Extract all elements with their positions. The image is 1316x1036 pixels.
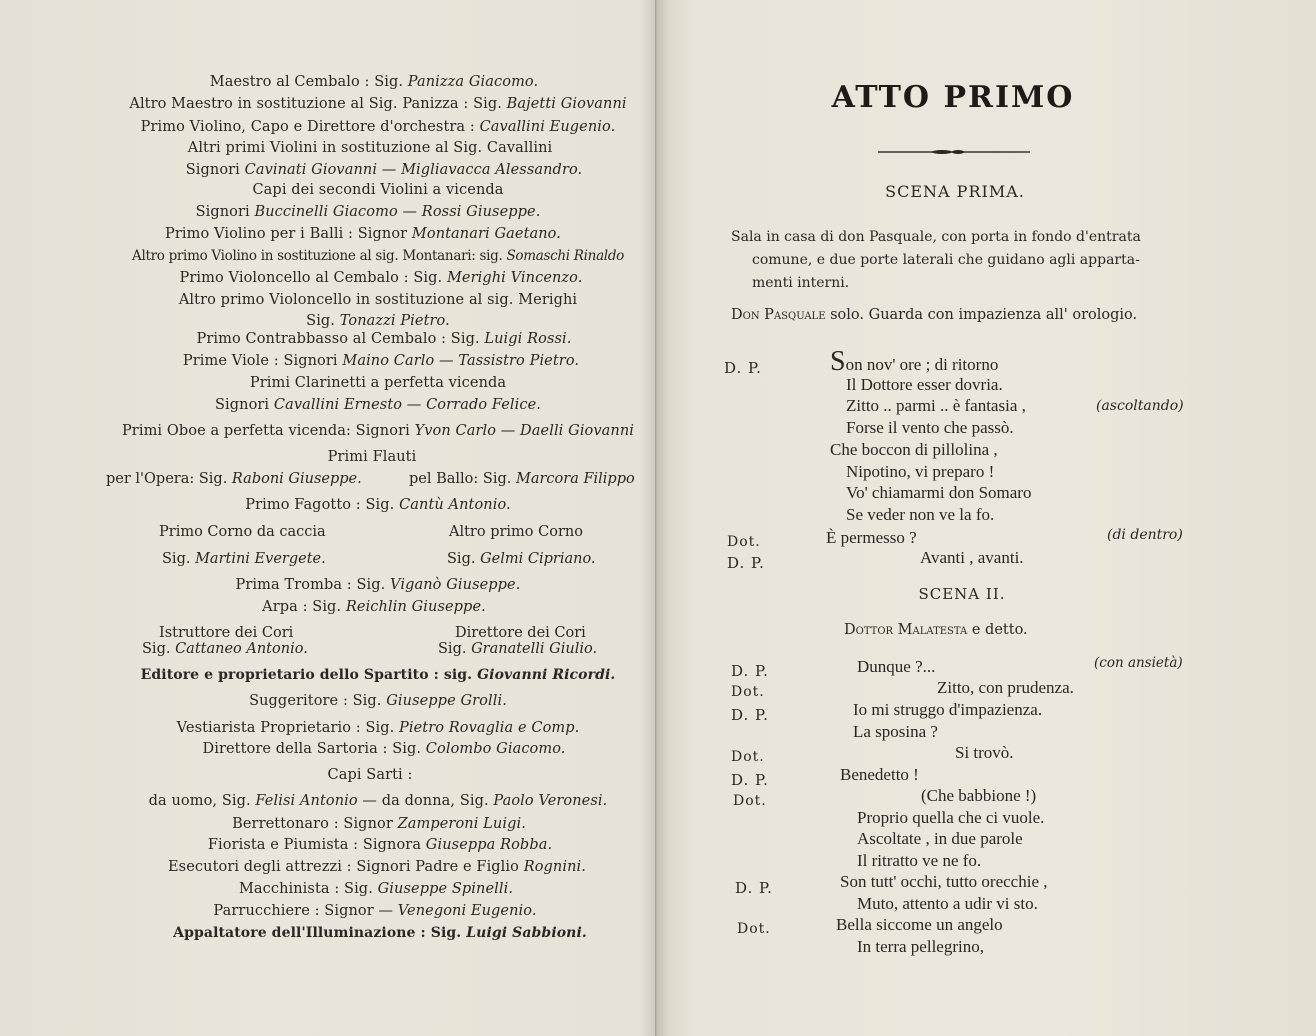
cori-right-title: Direttore dei Cori	[455, 625, 586, 641]
credit-line: Primi Flauti	[327, 449, 417, 465]
stage-cue: (di dentro)	[1107, 527, 1183, 543]
verse-line: Nipotino, vi preparo !	[846, 462, 995, 481]
credit-line: Arpa : Sig. Reichlin Giuseppe.	[262, 599, 486, 615]
verse-line: Il Dottore esser dovria.	[846, 375, 1003, 394]
stage-direction: comune, e due porte laterali che guidano agli apparta-	[752, 252, 1140, 268]
verse-line: La sposina ?	[853, 722, 938, 741]
credit-line: Primo Violino per i Balli : Signor Montanari Gaetano.	[165, 226, 561, 242]
credit-line: da uomo, Sig. Felisi Antonio — da donna, Sig. Paolo Veronesi.	[148, 793, 608, 809]
stage-direction: Sala in casa di don Pasquale, con porta in fondo d'entrata	[731, 229, 1141, 245]
verse-line: Dunque ?...	[857, 657, 936, 676]
credit-line: Primo Contrabbasso al Cembalo : Sig. Luigi Rossi.	[196, 331, 572, 347]
credit-line: Parrucchiere : Signor — Venegoni Eugenio.	[213, 903, 537, 919]
verse-line: Zitto, con prudenza.	[937, 678, 1074, 697]
speaker: D. P.	[731, 771, 769, 789]
credit-line: Esecutori degli attrezzi : Signori Padre e Figlio Rognini.	[168, 859, 586, 875]
scene-heading: SCENA PRIMA.	[885, 182, 1025, 201]
speaker: Dot.	[731, 749, 765, 765]
verse-line: Che boccon di pillolina ,	[830, 440, 998, 459]
verse-line: Proprio quella che ci vuole.	[857, 808, 1045, 827]
credit-line: Capi dei secondi Violini a vicenda	[252, 182, 504, 198]
verse-line: In terra pellegrino,	[857, 937, 984, 956]
verse-line: È permesso ?	[826, 528, 917, 547]
stage-direction: Dottor Malatesta e detto.	[844, 622, 1028, 638]
speaker: Dot.	[737, 921, 771, 937]
cori-left-name: Sig. Cattaneo Antonio.	[142, 641, 308, 657]
credit-line: Signori Cavinati Giovanni — Migliavacca Alessandro.	[185, 162, 583, 178]
stage-cue: (con ansietà)	[1094, 655, 1183, 671]
verse-line: Bella siccome un angelo	[836, 915, 1003, 934]
credit-line: Prima Tromba : Sig. Viganò Giuseppe.	[235, 577, 521, 593]
credit-line: Vestiarista Proprietario : Sig. Pietro Rovaglia e Comp.	[176, 720, 580, 736]
verse-line: Ascoltate , in due parole	[857, 829, 1023, 848]
verse-line: Muto, attento a udir vi sto.	[857, 894, 1038, 913]
verse-line: Son tutt' occhi, tutto orecchie ,	[840, 872, 1048, 891]
credit-line: Primo Violino, Capo e Direttore d'orchestra : Cavallini Eugenio.	[140, 119, 616, 135]
credit-line: Signori Buccinelli Giacomo — Rossi Giuseppe.	[195, 204, 541, 220]
speaker: Dot.	[733, 793, 767, 809]
credit-line: Capi Sarti :	[327, 767, 413, 783]
corno-left-name: Sig. Martini Evergete.	[162, 551, 326, 567]
stage-direction: Don Pasquale solo. Guarda con impazienza all' orologio.	[731, 307, 1138, 323]
stage-cue: (ascoltando)	[1096, 398, 1184, 414]
verse-line: Si trovò.	[955, 743, 1014, 762]
speaker: D. P.	[731, 662, 769, 680]
verse-line: Io mi struggo d'impazienza.	[853, 700, 1043, 719]
verse-line: Zitto .. parmi .. è fantasia ,	[846, 396, 1026, 415]
corno-left-title: Primo Corno da caccia	[159, 524, 326, 540]
flauti-opera: per l'Opera: Sig. Raboni Giuseppe.	[106, 471, 362, 487]
credit-line: Prime Viole : Signori Maino Carlo — Tassistro Pietro.	[182, 353, 580, 369]
credit-line: Altro primo Violoncello in sostituzione al sig. Merighi	[178, 292, 578, 308]
scene-heading: SCENA II.	[918, 585, 1006, 603]
cori-right-name: Sig. Granatelli Giulio.	[438, 641, 598, 657]
speaker: D. P.	[727, 554, 765, 572]
credit-line: Fiorista e Piumista : Signora Giuseppa Robba.	[207, 837, 553, 853]
verse-line: Se veder non ve la fo.	[846, 505, 995, 524]
credit-line: Altro Maestro in sostituzione al Sig. Panizza : Sig. Bajetti Giovanni	[129, 96, 627, 112]
corno-right-name: Sig. Gelmi Cipriano.	[447, 551, 596, 567]
credit-line: Appaltatore dell'Illuminazione : Sig. Luigi Sabbioni.	[173, 925, 587, 941]
credit-line: Direttore della Sartoria : Sig. Colombo Giacomo.	[202, 741, 566, 757]
verse-line: Avanti , avanti.	[920, 548, 1024, 567]
verse-line: Vo' chiamarmi don Somaro	[846, 483, 1032, 502]
verse-line: Il ritratto ve ne fo.	[857, 851, 982, 870]
credit-line: Signori Cavallini Ernesto — Corrado Felice.	[214, 397, 542, 413]
speaker: D. P.	[731, 706, 769, 724]
flauti-ballo: pel Ballo: Sig. Marcora Filippo	[409, 471, 635, 487]
speaker: D. P.	[724, 359, 762, 377]
left-page	[0, 0, 656, 1036]
credit-line: Sig. Tonazzi Pietro.	[306, 313, 450, 329]
stage-direction: menti interni.	[752, 275, 850, 291]
credit-line: Maestro al Cembalo : Sig. Panizza Giacomo.	[209, 74, 539, 90]
act-title: ATTO PRIMO	[831, 80, 1075, 115]
credit-line: Altro primo Violino in sostituzione al sig. Montanari: sig. Somaschi Rinaldo	[132, 248, 624, 264]
credit-line: Macchinista : Sig. Giuseppe Spinelli.	[238, 881, 514, 897]
verse-line: (Che babbione !)	[921, 786, 1037, 805]
verse-line: Benedetto !	[840, 765, 919, 784]
verse-line: Son nov' ore ; di ritorno	[830, 346, 999, 377]
credit-line: Altri primi Violini in sostituzione al Sig. Cavallini	[187, 140, 553, 156]
credit-line: Editore e proprietario dello Spartito : sig. Giovanni Ricordi.	[140, 667, 616, 683]
ornament-rule	[878, 150, 1030, 154]
credit-line: Suggeritore : Sig. Giuseppe Grolli.	[249, 693, 507, 709]
credit-line: Primo Fagotto : Sig. Cantù Antonio.	[245, 497, 511, 513]
verse-line: Forse il vento che passò.	[846, 418, 1014, 437]
gutter	[640, 0, 670, 1036]
speaker: Dot.	[727, 534, 761, 550]
credit-line: Primi Oboe a perfetta vicenda: Signori Yvon Carlo — Daelli Giovanni	[121, 423, 635, 439]
speaker: Dot.	[731, 684, 765, 700]
corno-right-title: Altro primo Corno	[449, 524, 583, 540]
cori-left-title: Istruttore dei Cori	[159, 625, 294, 641]
credit-line: Primo Violoncello al Cembalo : Sig. Merighi Vincenzo.	[179, 270, 583, 286]
speaker: D. P.	[735, 879, 773, 897]
credit-line: Primi Clarinetti a perfetta vicenda	[249, 375, 507, 391]
credit-line: Berrettonaro : Signor Zamperoni Luigi.	[232, 816, 526, 832]
